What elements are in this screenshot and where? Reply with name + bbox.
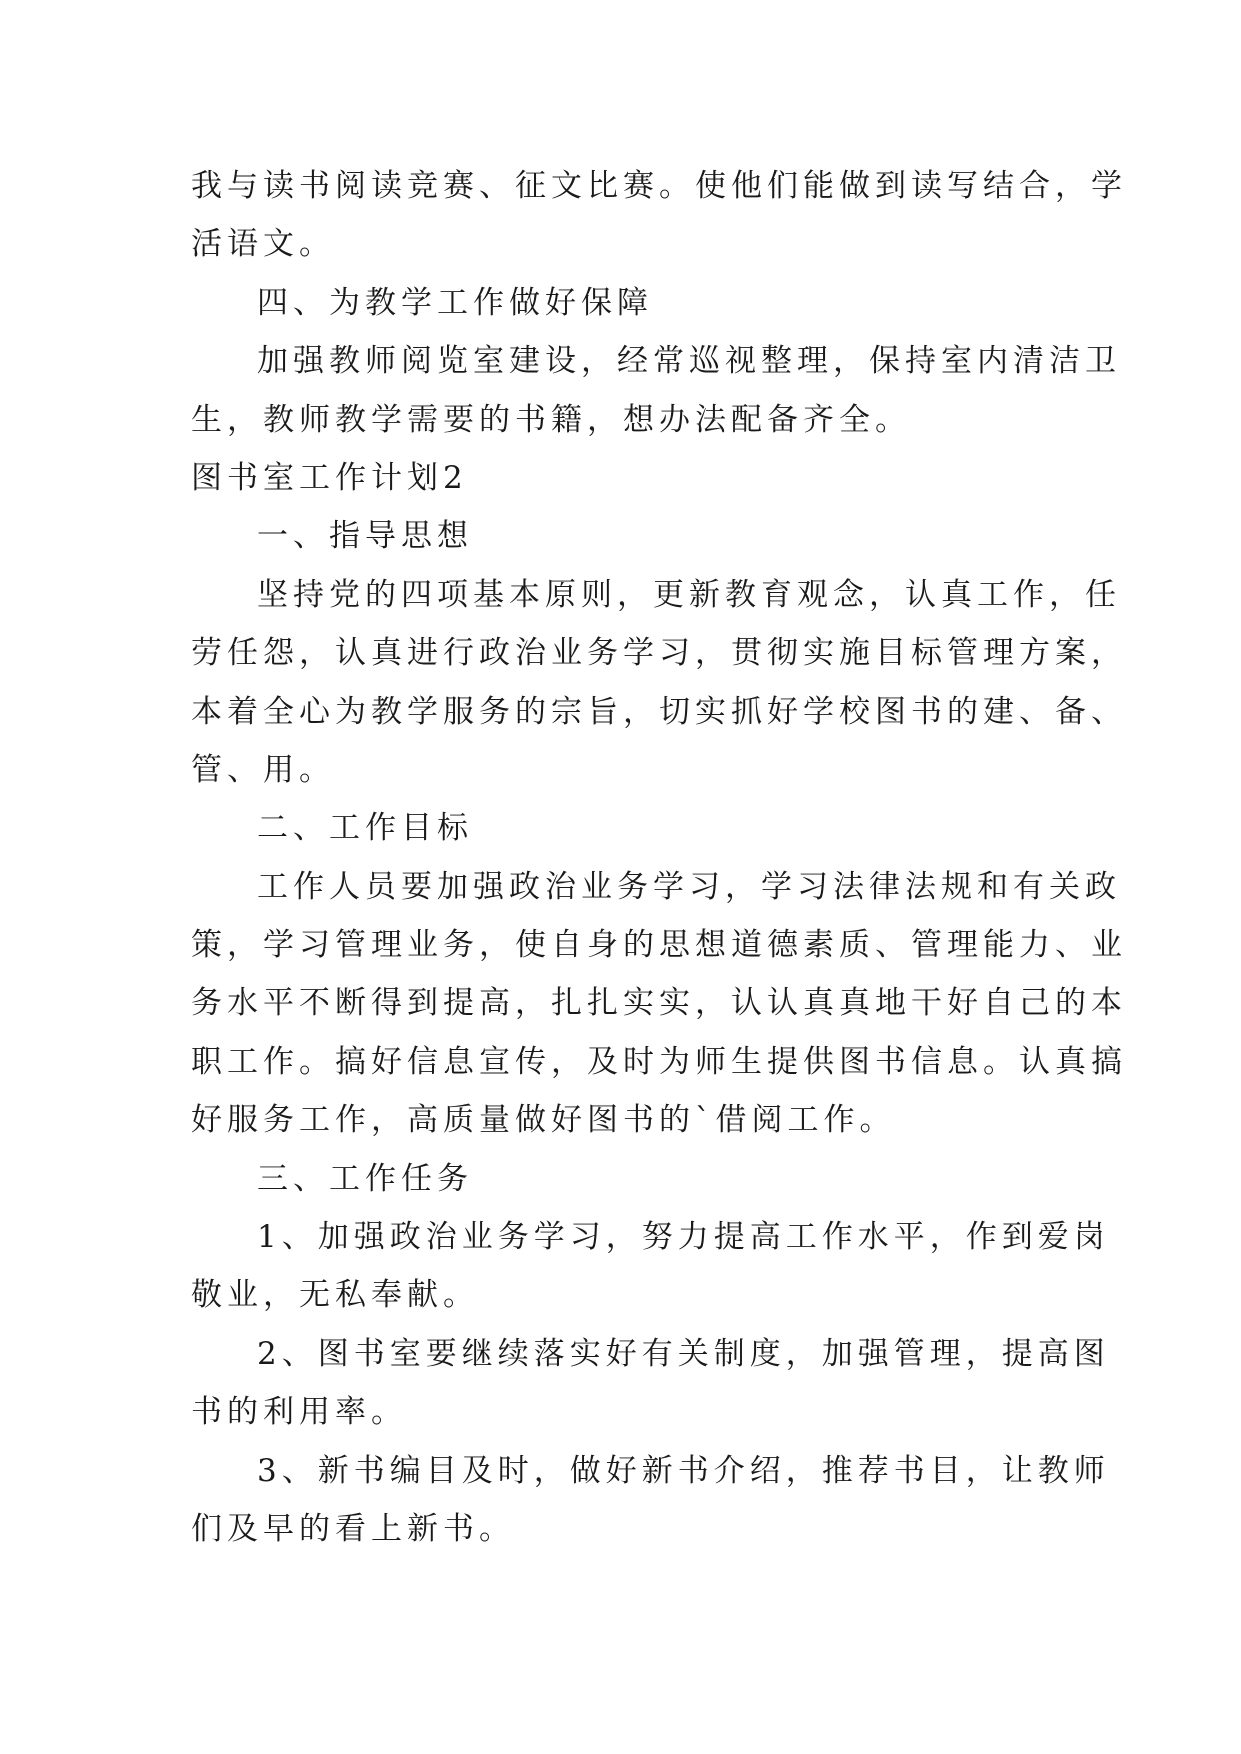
list-item: 3、新书编目及时，做好新书介绍，推荐书目，让教师 (257, 1452, 1110, 1489)
text-line: 坚持党的四项基本原则，更新教育观念，认真工作，任 (257, 576, 1121, 613)
text-line: 策，学习管理业务，使自身的思想道德素质、管理能力、业 (191, 927, 1127, 964)
text-line: 职工作。搞好信息宣传，及时为师生提供图书信息。认真搞 (191, 1043, 1127, 1080)
text-line: 本着全心为教学服务的宗旨，切实抓好学校图书的建、备、 (191, 693, 1127, 730)
text-line: 务水平不断得到提高，扎扎实实，认认真真地干好自己的本 (191, 985, 1127, 1022)
section-heading: 四、为教学工作做好保障 (257, 284, 653, 321)
list-item: 1、加强政治业务学习，努力提高工作水平，作到爱岗 (257, 1219, 1110, 1256)
list-item: 2、图书室要继续落实好有关制度，加强管理，提高图 (257, 1335, 1110, 1372)
text-line: 敬业，无私奉献。 (191, 1277, 479, 1314)
text-line: 我与读书阅读竞赛、征文比赛。使他们能做到读写结合，学 (191, 168, 1127, 204)
document-title: 图书室工作计划2 (191, 459, 468, 496)
text-line: 们及早的看上新书。 (191, 1510, 515, 1547)
text-line: 书的利用率。 (191, 1394, 407, 1431)
section-heading: 三、工作任务 (257, 1160, 473, 1197)
text-line: 管、用。 (191, 751, 335, 788)
text-line: 加强教师阅览室建设，经常巡视整理，保持室内清洁卫 (257, 343, 1121, 380)
section-heading: 一、指导思想 (257, 518, 473, 555)
text-line: 活语文。 (191, 226, 335, 263)
text-line: 生，教师教学需要的书籍，想办法配备齐全。 (191, 401, 911, 438)
document-body (191, 157, 1127, 1558)
section-heading: 二、工作目标 (257, 810, 473, 847)
text-line: 工作人员要加强政治业务学习，学习法律法规和有关政 (257, 868, 1121, 905)
text-line: 劳任怨，认真进行政治业务学习，贯彻实施目标管理方案， (191, 635, 1127, 672)
text-line: 好服务工作，高质量做好图书的`借阅工作。 (191, 1102, 896, 1139)
